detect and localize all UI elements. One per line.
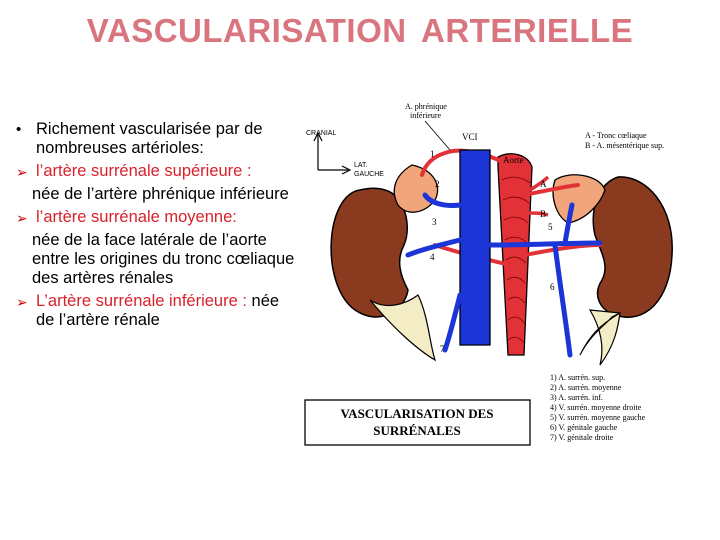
left-renal-vein: [490, 243, 600, 245]
lateral-label: LAT.: [354, 162, 368, 169]
legend-b: B - A. mésentérique sup.: [585, 141, 665, 150]
inferior-vena-cava: [460, 150, 490, 345]
adrenal-vascularization-diagram: [300, 95, 710, 470]
diagram-title-line-1: VASCULARISATION DES: [340, 406, 494, 421]
left-kidney: [593, 177, 672, 317]
bullet-text: l’artère surrénale supérieure :: [36, 162, 252, 180]
phrenic-label-2: inférieure: [410, 111, 442, 120]
vci-label: VCI: [462, 132, 478, 142]
cranial-label: CRANIAL: [306, 130, 337, 137]
bullet-text: L’artère surrénale inférieure :: [36, 292, 247, 310]
page-title: VASCULARISATION ARTERIELLE: [86, 12, 634, 49]
number-1: 1: [430, 149, 435, 159]
lateral-label-2: GAUCHE: [354, 171, 384, 178]
right-genital-vein: [445, 295, 460, 350]
bullet-item: [14, 208, 299, 227]
bullet-subtext: née de la face latérale de l’aorte entre les origines du tronc cœliaque des artères rénales: [32, 231, 295, 287]
celiac-label: A: [540, 179, 547, 189]
left-genital-vein: [555, 245, 570, 355]
number-2: 2: [435, 179, 440, 189]
number-5: 5: [548, 222, 553, 232]
number-4: 4: [430, 252, 435, 262]
arrow-bullet-icon: ➢: [16, 210, 28, 226]
legend-item: 3) A. surrén. inf.: [550, 393, 603, 402]
aorta-label: Aorte: [503, 155, 524, 165]
bullet-subtext: née de l’artère phrénique inférieure: [32, 185, 289, 203]
number-6: 6: [550, 282, 555, 292]
legend-item: 6) V. génitale gauche: [550, 423, 618, 432]
number-7: 7: [440, 344, 445, 354]
right-ureter-fat: [370, 295, 435, 360]
left-ureter-fat: [580, 310, 620, 365]
bullet-text: Richement vascularisée par de nombreuses artérioles:: [36, 120, 263, 157]
legend-item: 4) V. surrén. moyenne droite: [550, 403, 642, 412]
bullet-text: l’artère surrénale moyenne:: [36, 208, 237, 226]
legend-item: 5) V. surrén. moyenne gauche: [550, 413, 646, 422]
diagram-title-line-2: SURRÉNALES: [373, 423, 461, 438]
phrenic-leader-line: [425, 121, 450, 150]
legend-item: 7) V. génitale droite: [550, 433, 614, 442]
bullet-dot: •: [16, 121, 22, 138]
arrow-bullet-icon: ➢: [16, 164, 28, 180]
number-3: 3: [432, 217, 437, 227]
legend-a: A - Tronc cœliaque: [585, 131, 647, 140]
legend-item: 2) A. surrén. moyenne: [550, 383, 622, 392]
right-adrenal: [394, 165, 437, 212]
bullet-item: [14, 120, 299, 158]
arrow-bullet-icon: ➢: [16, 294, 28, 310]
right-kidney: [331, 188, 408, 317]
bullet-item: [14, 292, 299, 330]
bullet-item: [14, 162, 299, 181]
bullet-list: [14, 120, 299, 334]
bullet-text-continued: née de l’artère rénale: [36, 292, 280, 329]
numbered-legend: [550, 373, 646, 442]
orientation-axis: [314, 133, 350, 174]
legend-item: 1) A. surrén. sup.: [550, 373, 606, 382]
mesenteric-label: B: [540, 209, 547, 219]
phrenic-label: A. phrénique: [405, 102, 447, 111]
